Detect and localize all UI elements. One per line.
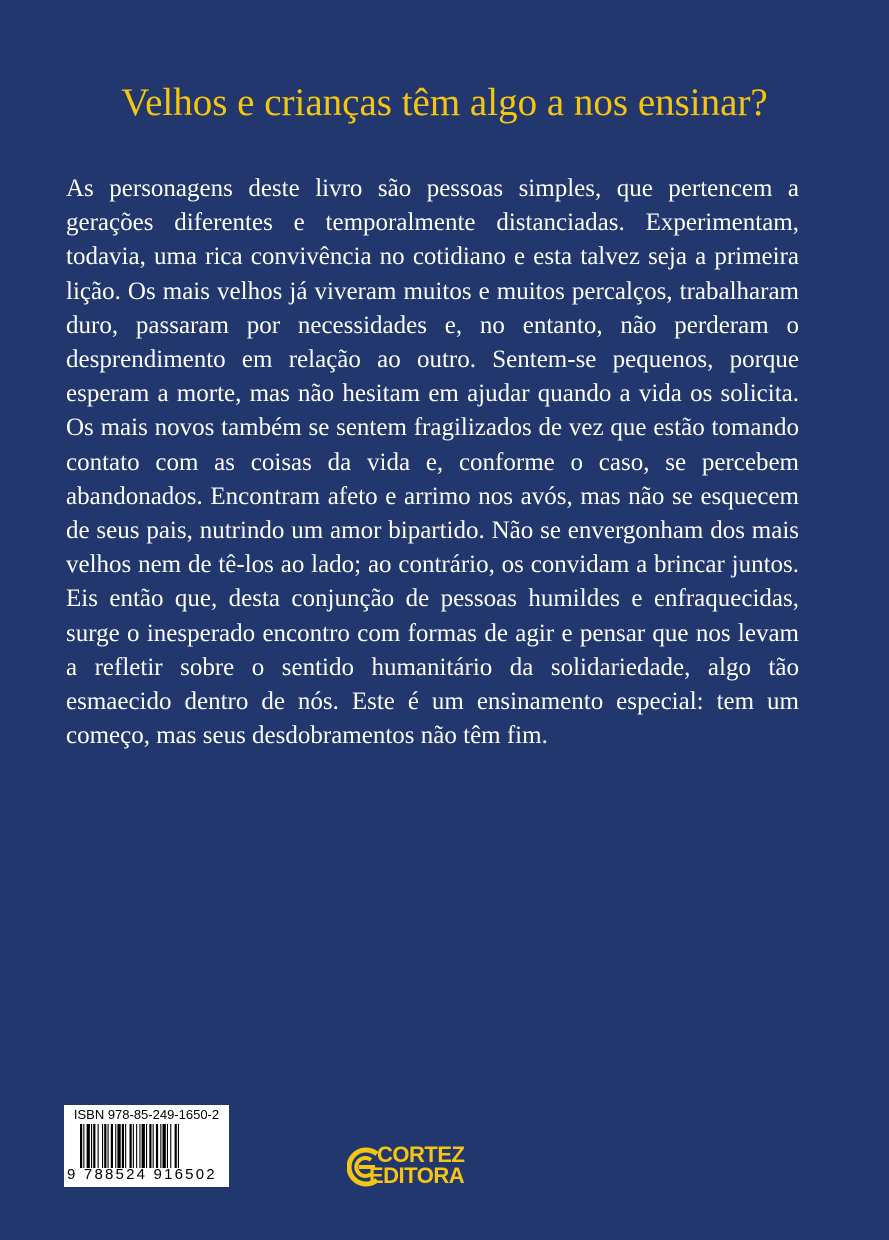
publisher-logo [347,1144,492,1192]
synopsis-text: As personagens deste livro são pessoas simples, que pertencem a gerações diferentes e temporalmente distanciadas. Experimentam, todavia, uma rica convivência no cotidiano e esta talvez seja a primeira lição. Os mais velhos já viveram muitos e muitos percalços, trabalharam duro, passaram por necessidades e, no entanto, não perderam o desprendimento em relação ao outro. Sentem-se pequenos, porque esperam a morte, mas não hesitam em ajudar quando a vida os solicita. Os mais novos também se sentem fragilizados de vez que estão tomando contato com as coisas da vida e, conforme o caso, se percebem abandonados. Encontram afeto e arrimo nos avós, mas não se esquecem de seus pais, nutrindo um amor bipartido. Não se envergonham dos mais velhos nem de tê-los ao lado; ao contrário, os convidam a brincar juntos. Eis então que, desta conjunção de pessoas humildes e enfraquecidas, surge o inesperado encontro com formas de agir e pensar que nos levam a refletir sobre o sentido humanitário da solidariedade, algo tão esmaecido dentro de nós. Este é um ensinamento especial: tem um começo, mas seus desdobramentos não têm fim. [66,175,799,750]
cover-title: Velhos e crianças têm algo a nos ensinar? [121,81,768,124]
barcode-digits: 9 788524 916502 [67,1166,217,1183]
isbn-label: ISBN 978-85-249-1650-2 [73,1107,220,1122]
barcode-icon [80,1124,216,1168]
barcode-panel [64,1105,229,1187]
publisher-name-line2: EDITORA [369,1163,465,1188]
publisher-name-line1: CORTEZ [377,1142,465,1167]
